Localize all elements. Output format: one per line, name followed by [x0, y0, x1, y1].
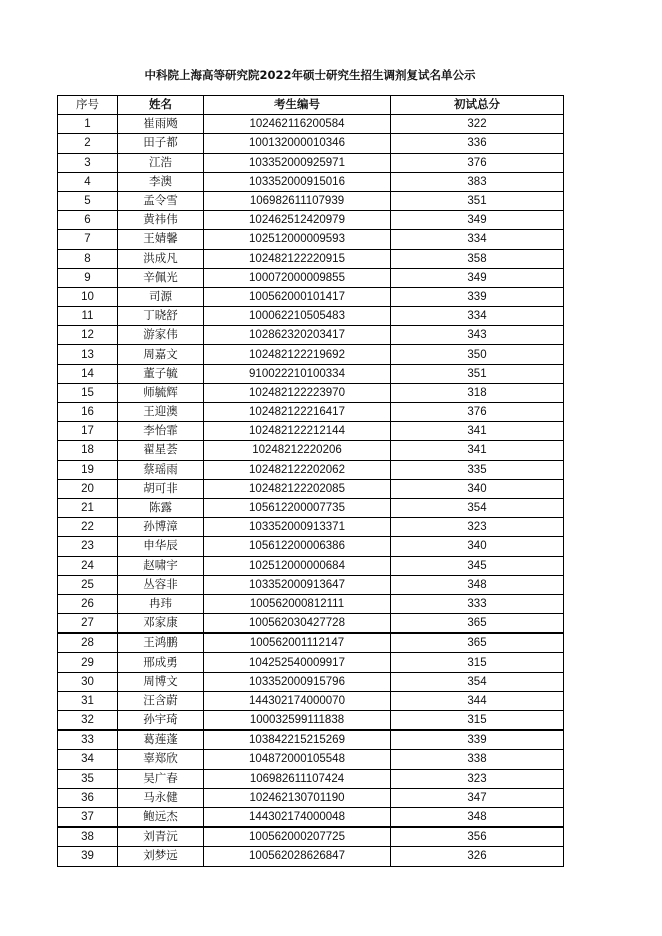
header-exam-id: 考生编号: [204, 96, 391, 115]
cell-index: 36: [58, 788, 118, 807]
cell-exam-id: 103842215215269: [204, 730, 391, 750]
cell-index: 7: [58, 230, 118, 249]
cell-name: 刘梦远: [118, 847, 204, 866]
cell-score: 315: [391, 653, 564, 672]
table-row: [58, 847, 564, 866]
cell-score: 334: [391, 307, 564, 326]
table-row: [58, 556, 564, 575]
cell-index: 5: [58, 191, 118, 210]
table-row: [58, 730, 564, 750]
cell-name: 周博文: [118, 672, 204, 691]
candidate-table: [57, 95, 564, 867]
cell-exam-id: 102482122220915: [204, 249, 391, 268]
cell-exam-id: 102862320203417: [204, 326, 391, 345]
cell-index: 13: [58, 345, 118, 364]
cell-score: 349: [391, 211, 564, 230]
cell-score: 323: [391, 518, 564, 537]
table-row: [58, 115, 564, 134]
cell-score: 339: [391, 287, 564, 306]
cell-exam-id: 102482122223970: [204, 383, 391, 402]
cell-name: 丁晓舒: [118, 307, 204, 326]
cell-index: 30: [58, 672, 118, 691]
cell-exam-id: 100562030427728: [204, 614, 391, 634]
cell-exam-id: 102482122202062: [204, 460, 391, 479]
cell-name: 洪成凡: [118, 249, 204, 268]
table-row: [58, 172, 564, 191]
cell-exam-id: 103352000913371: [204, 518, 391, 537]
table-row: [58, 672, 564, 691]
cell-name: 周嘉文: [118, 345, 204, 364]
cell-index: 12: [58, 326, 118, 345]
cell-name: 马永健: [118, 788, 204, 807]
cell-exam-id: 10248212220206: [204, 441, 391, 460]
table-row: [58, 249, 564, 268]
table-row: [58, 614, 564, 634]
cell-name: 辜郑欣: [118, 750, 204, 769]
cell-exam-id: 910022210100334: [204, 364, 391, 383]
cell-exam-id: 102482122216417: [204, 403, 391, 422]
cell-score: 335: [391, 460, 564, 479]
cell-name: 李怡霏: [118, 422, 204, 441]
table-row: [58, 191, 564, 210]
table-row: [58, 537, 564, 556]
table-row: [58, 441, 564, 460]
cell-name: 孙博漳: [118, 518, 204, 537]
table-row: [58, 479, 564, 498]
cell-name: 葛莲蓬: [118, 730, 204, 750]
cell-score: 350: [391, 345, 564, 364]
table-row: [58, 230, 564, 249]
cell-name: 孙宇琦: [118, 711, 204, 731]
cell-exam-id: 102482122202085: [204, 479, 391, 498]
table-row: [58, 268, 564, 287]
cell-index: 35: [58, 769, 118, 788]
cell-score: 376: [391, 153, 564, 172]
cell-name: 陈露: [118, 498, 204, 517]
table-row: [58, 422, 564, 441]
cell-index: 20: [58, 479, 118, 498]
cell-name: 崔雨飏: [118, 115, 204, 134]
cell-index: 10: [58, 287, 118, 306]
cell-name: 董子毓: [118, 364, 204, 383]
cell-exam-id: 100032599111838: [204, 711, 391, 731]
cell-score: 354: [391, 498, 564, 517]
table-header-row: [58, 96, 564, 115]
cell-name: 王鸿鹏: [118, 633, 204, 653]
cell-name: 司源: [118, 287, 204, 306]
cell-exam-id: 102462130701190: [204, 788, 391, 807]
cell-score: 354: [391, 672, 564, 691]
cell-score: 376: [391, 403, 564, 422]
cell-name: 翟星荟: [118, 441, 204, 460]
cell-score: 351: [391, 191, 564, 210]
cell-index: 29: [58, 653, 118, 672]
cell-name: 辛佩光: [118, 268, 204, 287]
header-name: 姓名: [118, 96, 204, 115]
cell-exam-id: 106982611107424: [204, 769, 391, 788]
cell-name: 游家伟: [118, 326, 204, 345]
cell-exam-id: 102512000000684: [204, 556, 391, 575]
cell-score: 315: [391, 711, 564, 731]
cell-name: 王婧馨: [118, 230, 204, 249]
cell-score: 343: [391, 326, 564, 345]
cell-name: 鲍远杰: [118, 807, 204, 827]
cell-index: 6: [58, 211, 118, 230]
cell-exam-id: 100562000101417: [204, 287, 391, 306]
cell-name: 汪含蔚: [118, 691, 204, 710]
cell-exam-id: 103352000925971: [204, 153, 391, 172]
cell-exam-id: 103352000913647: [204, 575, 391, 594]
cell-name: 孟令雪: [118, 191, 204, 210]
cell-name: 蔡瑶雨: [118, 460, 204, 479]
cell-exam-id: 103352000915796: [204, 672, 391, 691]
table-row: [58, 575, 564, 594]
cell-exam-id: 100562000812111: [204, 594, 391, 613]
cell-score: 344: [391, 691, 564, 710]
cell-name: 刘青沅: [118, 827, 204, 847]
cell-index: 11: [58, 307, 118, 326]
table-row: [58, 287, 564, 306]
table-row: [58, 827, 564, 847]
cell-score: 351: [391, 364, 564, 383]
cell-index: 39: [58, 847, 118, 866]
cell-name: 田子都: [118, 134, 204, 153]
cell-index: 18: [58, 441, 118, 460]
cell-exam-id: 104872000105548: [204, 750, 391, 769]
cell-index: 16: [58, 403, 118, 422]
table-row: [58, 460, 564, 479]
cell-name: 王迎澳: [118, 403, 204, 422]
cell-name: 冉玮: [118, 594, 204, 613]
cell-exam-id: 100132000010346: [204, 134, 391, 153]
cell-index: 17: [58, 422, 118, 441]
cell-index: 37: [58, 807, 118, 827]
cell-index: 23: [58, 537, 118, 556]
table-row: [58, 711, 564, 731]
cell-name: 胡可非: [118, 479, 204, 498]
table-row: [58, 788, 564, 807]
table-row: [58, 498, 564, 517]
cell-score: 340: [391, 537, 564, 556]
table-row: [58, 345, 564, 364]
cell-name: 吴广春: [118, 769, 204, 788]
cell-name: 丛容非: [118, 575, 204, 594]
cell-score: 323: [391, 769, 564, 788]
table-row: [58, 653, 564, 672]
cell-score: 365: [391, 633, 564, 653]
cell-index: 25: [58, 575, 118, 594]
cell-score: 322: [391, 115, 564, 134]
cell-index: 8: [58, 249, 118, 268]
cell-index: 24: [58, 556, 118, 575]
cell-score: 356: [391, 827, 564, 847]
table-row: [58, 594, 564, 613]
cell-exam-id: 104252540009917: [204, 653, 391, 672]
cell-name: 赵啸宇: [118, 556, 204, 575]
table-row: [58, 518, 564, 537]
cell-exam-id: 105612200007735: [204, 498, 391, 517]
cell-score: 348: [391, 575, 564, 594]
cell-index: 14: [58, 364, 118, 383]
table-row: [58, 153, 564, 172]
cell-name: 申华辰: [118, 537, 204, 556]
cell-index: 19: [58, 460, 118, 479]
cell-index: 28: [58, 633, 118, 653]
table-row: [58, 307, 564, 326]
cell-name: 黄祎伟: [118, 211, 204, 230]
table-body: [58, 115, 564, 866]
cell-exam-id: 102482122212144: [204, 422, 391, 441]
cell-exam-id: 106982611107939: [204, 191, 391, 210]
cell-score: 345: [391, 556, 564, 575]
cell-score: 340: [391, 479, 564, 498]
cell-exam-id: 102462512420979: [204, 211, 391, 230]
cell-name: 江浩: [118, 153, 204, 172]
cell-index: 34: [58, 750, 118, 769]
cell-exam-id: 144302174000048: [204, 807, 391, 827]
cell-score: 338: [391, 750, 564, 769]
cell-score: 348: [391, 807, 564, 827]
cell-score: 334: [391, 230, 564, 249]
document-title: 中科院上海高等研究院2022年硕士研究生招生调剂复试名单公示: [144, 68, 476, 82]
cell-exam-id: 144302174000070: [204, 691, 391, 710]
header-score: 初试总分: [391, 96, 564, 115]
cell-index: 21: [58, 498, 118, 517]
cell-index: 3: [58, 153, 118, 172]
cell-index: 9: [58, 268, 118, 287]
header-index: 序号: [58, 96, 118, 115]
cell-name: 邢成勇: [118, 653, 204, 672]
cell-name: 师毓辉: [118, 383, 204, 402]
cell-exam-id: 102512000009593: [204, 230, 391, 249]
cell-index: 1: [58, 115, 118, 134]
cell-name: 邓家康: [118, 614, 204, 634]
cell-score: 341: [391, 422, 564, 441]
cell-index: 4: [58, 172, 118, 191]
cell-score: 383: [391, 172, 564, 191]
cell-index: 2: [58, 134, 118, 153]
table-row: [58, 691, 564, 710]
cell-exam-id: 102482122219692: [204, 345, 391, 364]
cell-exam-id: 100072000009855: [204, 268, 391, 287]
cell-score: 336: [391, 134, 564, 153]
cell-exam-id: 105612200006386: [204, 537, 391, 556]
cell-score: 339: [391, 730, 564, 750]
cell-exam-id: 100062210505483: [204, 307, 391, 326]
cell-score: 341: [391, 441, 564, 460]
table-row: [58, 769, 564, 788]
cell-index: 15: [58, 383, 118, 402]
cell-score: 347: [391, 788, 564, 807]
cell-exam-id: 100562001112147: [204, 633, 391, 653]
cell-index: 32: [58, 711, 118, 731]
cell-score: 333: [391, 594, 564, 613]
table-row: [58, 211, 564, 230]
table-row: [58, 364, 564, 383]
cell-score: 358: [391, 249, 564, 268]
table-row: [58, 403, 564, 422]
cell-exam-id: 100562000207725: [204, 827, 391, 847]
table-row: [58, 750, 564, 769]
table-row: [58, 633, 564, 653]
table-row: [58, 326, 564, 345]
cell-score: 349: [391, 268, 564, 287]
cell-exam-id: 100562028626847: [204, 847, 391, 866]
cell-index: 33: [58, 730, 118, 750]
cell-score: 326: [391, 847, 564, 866]
cell-index: 27: [58, 614, 118, 634]
cell-exam-id: 103352000915016: [204, 172, 391, 191]
table-row: [58, 807, 564, 827]
cell-index: 26: [58, 594, 118, 613]
cell-index: 31: [58, 691, 118, 710]
cell-exam-id: 102462116200584: [204, 115, 391, 134]
cell-index: 38: [58, 827, 118, 847]
cell-score: 365: [391, 614, 564, 634]
cell-name: 李澳: [118, 172, 204, 191]
cell-index: 22: [58, 518, 118, 537]
table-row: [58, 383, 564, 402]
table-row: [58, 134, 564, 153]
cell-score: 318: [391, 383, 564, 402]
